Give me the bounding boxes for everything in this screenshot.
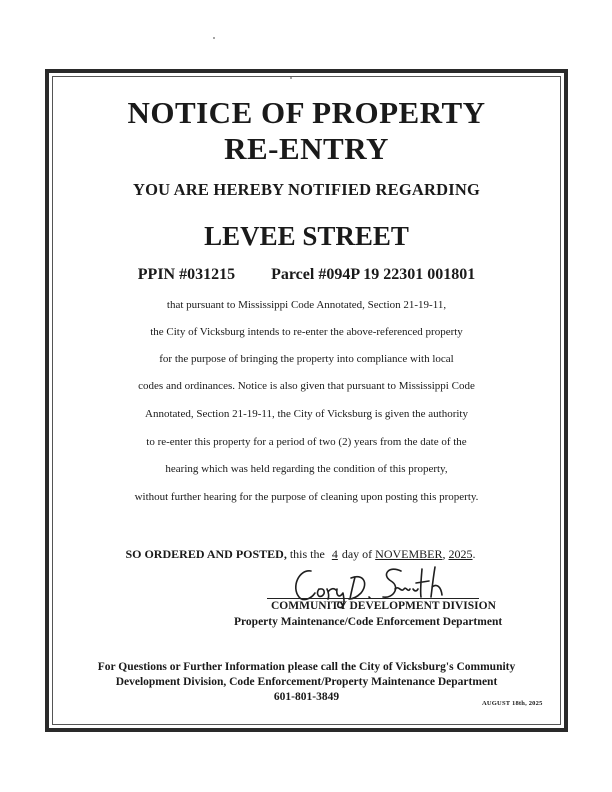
revision-date: AUGUST 18th, 2025 xyxy=(482,700,543,707)
footer-line2: Development Division, Code Enforcement/Property Maintenance Department xyxy=(115,676,498,688)
signature-line xyxy=(267,598,479,599)
ppin-number: PPIN #031215 xyxy=(137,266,236,283)
order-year: 2025 xyxy=(448,547,473,561)
body-line: to re-enter this property for a period of two (2) years from the date of the xyxy=(146,436,467,448)
order-this-the: this the xyxy=(289,547,325,561)
notice-subtitle: YOU ARE HEREBY NOTIFIED REGARDING xyxy=(132,180,481,199)
order-lead: SO ORDERED AND POSTED, xyxy=(125,547,287,561)
department-name: Property Maintenance/Code Enforcement Department xyxy=(234,616,503,628)
body-line: without further hearing for the purpose of cleaning upon posting this property. xyxy=(134,491,479,503)
parcel-number: Parcel #094P 19 22301 001801 xyxy=(271,266,476,283)
notice-title-line2: RE-ENTRY xyxy=(224,131,389,166)
body-line: Annotated, Section 21-19-11, the City of Vicksburg is given the authority xyxy=(145,408,468,420)
order-day-of: day of xyxy=(341,547,373,561)
notice-border xyxy=(45,69,568,732)
notice-title-line1: NOTICE OF PROPERTY xyxy=(127,95,486,130)
body-line: hearing which was held regarding the condition of this property, xyxy=(165,463,448,475)
order-day: 4 xyxy=(331,547,338,561)
footer-line1: For Questions or Further Information please call the City of Vicksburg's Community xyxy=(97,661,516,673)
footer-phone: 601-801-3849 xyxy=(273,691,340,703)
street-name: LEVEE STREET xyxy=(204,221,409,251)
order-statement: SO ORDERED AND POSTED, this the 4 day of NOVEMBER, 2025. xyxy=(125,547,476,561)
division-name: COMMUNITY DEVELOPMENT DIVISION xyxy=(271,600,496,612)
body-line: for the purpose of bringing the property into compliance with local xyxy=(159,353,454,365)
property-ids xyxy=(49,266,564,284)
body-line: that pursuant to Mississippi Code Annotated, Section 21-19-11, xyxy=(166,299,447,311)
body-line: codes and ordinances. Notice is also given that pursuant to Mississippi Code xyxy=(138,380,475,392)
order-month: NOVEMBER xyxy=(375,547,443,561)
scan-speck xyxy=(213,37,215,39)
body-line: the City of Vicksburg intends to re-enter the above-referenced property xyxy=(150,326,463,338)
